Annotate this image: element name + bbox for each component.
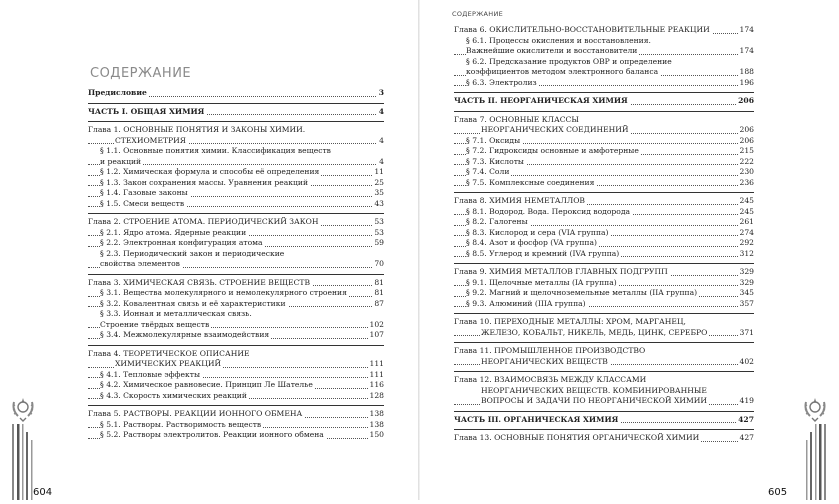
toc-chapter-entry xyxy=(454,328,754,339)
decorative-bars xyxy=(798,424,832,500)
toc-entry-title: ЧАСТЬ II. НЕОРГАНИЧЕСКАЯ ХИМИЯ xyxy=(454,96,628,105)
toc-section-entry xyxy=(454,249,754,260)
toc-entry-title: Глава 5. РАСТВОРЫ. РЕАКЦИИ ИОННОГО ОБМЕНА xyxy=(88,409,303,418)
toc-page-number: 111 xyxy=(369,359,384,368)
toc-entry-title: § 9.2. Магний и щелочноземельные металлы (IIA группа) xyxy=(466,288,698,297)
toc-page-number: 345 xyxy=(739,288,754,297)
toc-entry-title: § 3.4. Межмолекулярные взаимодействия xyxy=(100,330,270,339)
toc-left xyxy=(88,88,384,441)
laurel-emblem-icon xyxy=(800,394,830,424)
toc-page-number: 329 xyxy=(739,267,754,276)
toc-section-entry xyxy=(454,299,754,310)
toc-entry-title: СТЕХИОМЕТРИЯ xyxy=(115,135,186,145)
toc-section-entry xyxy=(88,330,384,341)
toc-entry-title: § 2.2. Электронная конфигурация атома xyxy=(100,238,263,247)
toc-entry-title: § 3.2. Ковалентная связь и её характеристики xyxy=(100,298,286,308)
toc-section-entry xyxy=(454,78,754,89)
toc-section-entry xyxy=(454,157,754,168)
toc-page-number: 107 xyxy=(369,330,384,339)
section-divider xyxy=(88,121,384,122)
toc-section-entry xyxy=(454,217,754,228)
toc-page-number: 70 xyxy=(374,259,384,268)
toc-page-number: 215 xyxy=(739,146,754,155)
toc-entry-title: коэффициентов методом электронного баланса xyxy=(466,67,659,76)
section-divider xyxy=(88,345,384,346)
toc-section-entry xyxy=(88,167,384,178)
toc-page-number: 402 xyxy=(739,356,754,366)
section-divider xyxy=(454,429,754,430)
toc-section-entry xyxy=(454,278,754,289)
toc-page-number: 174 xyxy=(739,25,754,34)
toc-page-number: 25 xyxy=(374,177,384,187)
toc-chapter-entry xyxy=(88,359,384,370)
toc-page-number: 196 xyxy=(739,77,754,87)
toc-page-number: 292 xyxy=(739,238,754,247)
toc-chapter-entry xyxy=(88,136,384,147)
toc-section-entry xyxy=(454,288,754,299)
toc-chapter-entry xyxy=(454,375,754,386)
toc-page-number: 206 xyxy=(739,135,754,145)
section-divider xyxy=(454,192,754,193)
toc-chapter-entry xyxy=(88,217,384,228)
toc-page-number: 230 xyxy=(739,167,754,176)
toc-entry-title: § 7.4. Соли xyxy=(466,167,510,176)
toc-entry-title: § 1.5. Смеси веществ xyxy=(100,198,185,208)
toc-chapter-entry xyxy=(88,409,384,420)
toc-entry-title: § 1.4. Газовые законы xyxy=(100,188,188,197)
toc-page-number: 81 xyxy=(374,288,384,297)
toc-page-number: 43 xyxy=(374,198,384,208)
toc-entry-title: § 3.3. Ионная и металлическая связь. xyxy=(100,309,252,318)
toc-page-number: 150 xyxy=(369,430,384,439)
toc-section-entry xyxy=(454,46,754,57)
toc-entry-title: Глава 7. ОСНОВНЫЕ КЛАССЫ xyxy=(454,114,579,124)
section-divider xyxy=(88,103,384,104)
toc-section-entry xyxy=(88,380,384,391)
toc-page-number: 222 xyxy=(739,156,754,166)
toc-entry-title: Предисловие xyxy=(88,88,147,97)
toc-entry-title: Глава 12. ВЗАИМОСВЯЗЬ МЕЖДУ КЛАССАМИ xyxy=(454,375,647,384)
section-divider xyxy=(454,342,754,343)
toc-part-entry xyxy=(88,107,384,118)
toc-chapter-entry xyxy=(88,125,384,136)
toc-section-entry xyxy=(454,167,754,178)
toc-page-number: 35 xyxy=(374,188,384,197)
toc-section-entry xyxy=(454,67,754,78)
toc-entry-title: § 7.5. Комплексные соединения xyxy=(466,177,595,187)
toc-entry-title: § 4.3. Скорость химических реакций xyxy=(100,390,247,400)
section-divider xyxy=(454,92,754,93)
toc-page-number: 102 xyxy=(369,319,384,329)
toc-page-number: 4 xyxy=(378,106,384,116)
section-divider xyxy=(454,371,754,372)
toc-entry-title: § 8.2. Галогены xyxy=(466,217,528,226)
toc-entry-title: § 7.2. Гидроксиды основные и амфотерные xyxy=(466,146,639,155)
toc-entry-title: НЕОРГАНИЧЕСКИХ СОЕДИНЕНИЙ xyxy=(481,125,629,134)
toc-entry-title: § 9.1. Щелочные металлы (IA группа) xyxy=(466,277,617,287)
toc-section-entry xyxy=(88,288,384,299)
toc-section-entry xyxy=(454,146,754,157)
toc-chapter-entry xyxy=(454,267,754,278)
toc-page-number: 4 xyxy=(379,135,384,145)
toc-section-entry xyxy=(88,199,384,210)
section-divider xyxy=(88,405,384,406)
toc-page-number: 138 xyxy=(369,409,384,418)
toc-section-entry xyxy=(88,420,384,431)
toc-page-number: 274 xyxy=(739,227,754,237)
toc-page-number: 81 xyxy=(374,277,384,287)
toc-entry-title: Глава 3. ХИМИЧЕСКАЯ СВЯЗЬ. СТРОЕНИЕ ВЕЩЕСТВ xyxy=(88,277,311,287)
toc-section-entry xyxy=(88,391,384,402)
running-head: СОДЕРЖАНИЕ xyxy=(452,10,504,18)
toc-section-entry xyxy=(88,157,384,168)
toc-page-number: 111 xyxy=(369,369,384,379)
toc-page-number: 87 xyxy=(374,298,384,308)
toc-chapter-entry xyxy=(454,125,754,136)
toc-section-entry xyxy=(88,259,384,270)
toc-page-number: 206 xyxy=(738,96,754,105)
toc-section-entry xyxy=(88,249,384,260)
toc-section-entry xyxy=(88,146,384,157)
page-number-left: 604 xyxy=(33,487,53,498)
toc-entry-title: Глава 2. СТРОЕНИЕ АТОМА. ПЕРИОДИЧЕСКИЙ ЗАКОН xyxy=(88,217,319,226)
toc-chapter-entry xyxy=(454,357,754,368)
toc-section-entry xyxy=(454,178,754,189)
toc-entry-title: § 6.3. Электролиз xyxy=(466,77,537,87)
section-divider xyxy=(454,313,754,314)
toc-entry-title: § 5.1. Растворы. Растворимость веществ xyxy=(100,419,262,429)
toc-entry-title: § 8.4. Азот и фосфор (VA группа) xyxy=(466,238,597,247)
toc-entry-title: Важнейшие окислители и восстановители xyxy=(466,46,638,55)
toc-page-number: 174 xyxy=(739,46,754,55)
toc-entry-title: § 7.1. Оксиды xyxy=(466,135,521,145)
toc-entry-title: ХИМИЧЕСКИХ РЕАКЦИЙ xyxy=(115,359,222,368)
toc-section-entry xyxy=(454,207,754,218)
toc-page-number: 312 xyxy=(739,248,754,258)
toc-entry-title: § 7.3. Кислоты xyxy=(466,156,524,166)
toc-entry-title: НЕОРГАНИЧЕСКИХ ВЕЩЕСТВ. КОМБИНИРОВАННЫЕ xyxy=(481,385,707,395)
toc-section-entry xyxy=(88,188,384,199)
toc-section-entry xyxy=(454,136,754,147)
toc-entry-title: § 1.2. Химическая формула и способы её определения xyxy=(100,167,320,176)
toc-entry-title: § 6.2. Предсказание продуктов ОВР и определение xyxy=(466,56,672,66)
toc-section-entry xyxy=(454,36,754,47)
toc-entry-title: Глава 10. ПЕРЕХОДНЫЕ МЕТАЛЛЫ: ХРОМ, МАРГАНЕЦ, xyxy=(454,317,686,326)
toc-page-number: 3 xyxy=(378,88,384,97)
left-page xyxy=(0,0,419,500)
toc-entry-title: § 4.2. Химическое равновесие. Принцип Ле Шателье xyxy=(100,380,313,389)
toc-section-entry xyxy=(88,309,384,320)
toc-part-entry xyxy=(454,96,754,107)
toc-page-number: 371 xyxy=(739,327,754,337)
toc-page-number: 11 xyxy=(374,167,384,176)
section-divider xyxy=(454,111,754,112)
toc-page-number: 419 xyxy=(739,396,754,405)
toc-entry-title: ЧАСТЬ I. ОБЩАЯ ХИМИЯ xyxy=(88,106,205,116)
toc-entry-title: § 1.1. Основные понятия химии. Классификация веществ xyxy=(100,146,331,155)
toc-entry-title: § 3.1. Вещества молекулярного и немолекулярного строения xyxy=(100,288,347,297)
toc-chapter-entry xyxy=(454,386,754,397)
toc-page-number: 59 xyxy=(374,238,384,247)
toc-chapter-entry xyxy=(88,349,384,360)
toc-page-number: 206 xyxy=(739,125,754,134)
toc-part-entry xyxy=(454,415,754,426)
toc-entry-title: ЖЕЛЕЗО, КОБАЛЬТ, НИКЕЛЬ, МЕДЬ, ЦИНК, СЕРЕБРО xyxy=(481,327,708,337)
toc-chapter-entry xyxy=(454,346,754,357)
toc-page-number: 427 xyxy=(739,433,754,442)
toc-chapter-entry xyxy=(454,317,754,328)
toc-entry-title: Глава 13. ОСНОВНЫЕ ПОНЯТИЯ ОРГАНИЧЕСКОЙ ХИМИИ xyxy=(454,433,700,442)
toc-section-entry xyxy=(454,228,754,239)
toc-entry-title: § 8.1. Водород. Вода. Пероксид водорода xyxy=(466,206,631,216)
toc-chapter-entry xyxy=(454,196,754,207)
toc-entry-title: Глава 11. ПРОМЫШЛЕННОЕ ПРОИЗВОДСТВО xyxy=(454,346,646,355)
toc-page-number: 357 xyxy=(739,298,754,308)
toc-entry-title: Глава 4. ТЕОРЕТИЧЕСКОЕ ОПИСАНИЕ xyxy=(88,348,250,358)
toc-entry-title: Глава 6. ОКИСЛИТЕЛЬНО-ВОССТАНОВИТЕЛЬНЫЕ РЕАКЦИИ xyxy=(454,25,710,34)
section-divider xyxy=(88,274,384,275)
toc-page-number: 116 xyxy=(369,380,384,389)
contents-heading: СОДЕРЖАНИЕ xyxy=(90,66,192,81)
toc-part-entry xyxy=(88,88,384,99)
toc-entry-title: Глава 8. ХИМИЯ НЕМЕТАЛЛОВ xyxy=(454,196,586,205)
toc-section-entry xyxy=(88,178,384,189)
toc-page-number: 53 xyxy=(374,227,384,237)
toc-entry-title: § 6.1. Процессы окисления и восстановления. xyxy=(466,35,651,45)
toc-page-number: 236 xyxy=(739,177,754,187)
toc-section-entry xyxy=(88,299,384,310)
toc-section-entry xyxy=(88,320,384,331)
toc-entry-title: Строение твёрдых веществ xyxy=(100,319,210,329)
toc-chapter-entry xyxy=(454,396,754,407)
right-page xyxy=(420,0,839,500)
toc-page-number: 53 xyxy=(374,217,384,226)
toc-section-entry xyxy=(88,370,384,381)
toc-page-number: 329 xyxy=(739,277,754,287)
toc-entry-title: Глава 9. ХИМИЯ МЕТАЛЛОВ ГЛАВНЫХ ПОДГРУПП xyxy=(454,267,668,276)
toc-entry-title: § 9.3. Алюминий (IIIA группа) xyxy=(466,298,586,308)
toc-page-number: 245 xyxy=(739,196,754,205)
toc-section-entry xyxy=(454,57,754,68)
toc-entry-title: § 2.3. Периодический закон и периодические xyxy=(100,248,285,258)
toc-chapter-entry xyxy=(454,433,754,444)
toc-page-number: 4 xyxy=(379,156,384,166)
toc-page-number: 427 xyxy=(738,414,754,424)
toc-entry-title: НЕОРГАНИЧЕСКИХ ВЕЩЕСТВ xyxy=(481,356,608,366)
toc-entry-title: свойства элементов xyxy=(100,259,180,268)
toc-section-entry xyxy=(88,238,384,249)
section-divider xyxy=(454,411,754,412)
toc-entry-title: § 1.3. Закон сохранения массы. Уравнения реакций xyxy=(100,177,309,187)
toc-entry-title: ЧАСТЬ III. ОРГАНИЧЕСКАЯ ХИМИЯ xyxy=(454,414,619,424)
section-divider xyxy=(88,213,384,214)
toc-entry-title: § 5.2. Растворы электролитов. Реакции ионного обмена xyxy=(100,430,324,439)
toc-chapter-entry xyxy=(454,115,754,126)
toc-chapter-entry xyxy=(88,278,384,289)
toc-page-number: 138 xyxy=(369,419,384,429)
toc-entry-title: § 4.1. Тепловые эффекты xyxy=(100,369,200,379)
toc-entry-title: § 8.3. Кислород и сера (VIA группа) xyxy=(466,227,609,237)
toc-right xyxy=(454,25,754,444)
toc-entry-title: § 2.1. Ядро атома. Ядерные реакции xyxy=(100,227,247,237)
section-divider xyxy=(454,263,754,264)
laurel-emblem-icon xyxy=(8,394,38,424)
page-number-right: 605 xyxy=(768,487,788,498)
toc-page-number: 245 xyxy=(739,206,754,216)
toc-section-entry xyxy=(88,228,384,239)
toc-section-entry xyxy=(454,238,754,249)
toc-page-number: 188 xyxy=(739,67,754,76)
toc-page-number: 128 xyxy=(369,390,384,400)
toc-section-entry xyxy=(88,430,384,441)
toc-entry-title: и реакций xyxy=(100,156,142,166)
toc-chapter-entry xyxy=(454,25,754,36)
toc-page-number: 261 xyxy=(739,217,754,226)
toc-entry-title: § 8.5. Углерод и кремний (IVA группа) xyxy=(466,248,620,258)
toc-entry-title: ВОПРОСЫ И ЗАДАЧИ ПО НЕОРГАНИЧЕСКОЙ ХИМИИ xyxy=(481,396,708,405)
toc-entry-title: Глава 1. ОСНОВНЫЕ ПОНЯТИЯ И ЗАКОНЫ ХИМИИ. xyxy=(88,125,306,134)
